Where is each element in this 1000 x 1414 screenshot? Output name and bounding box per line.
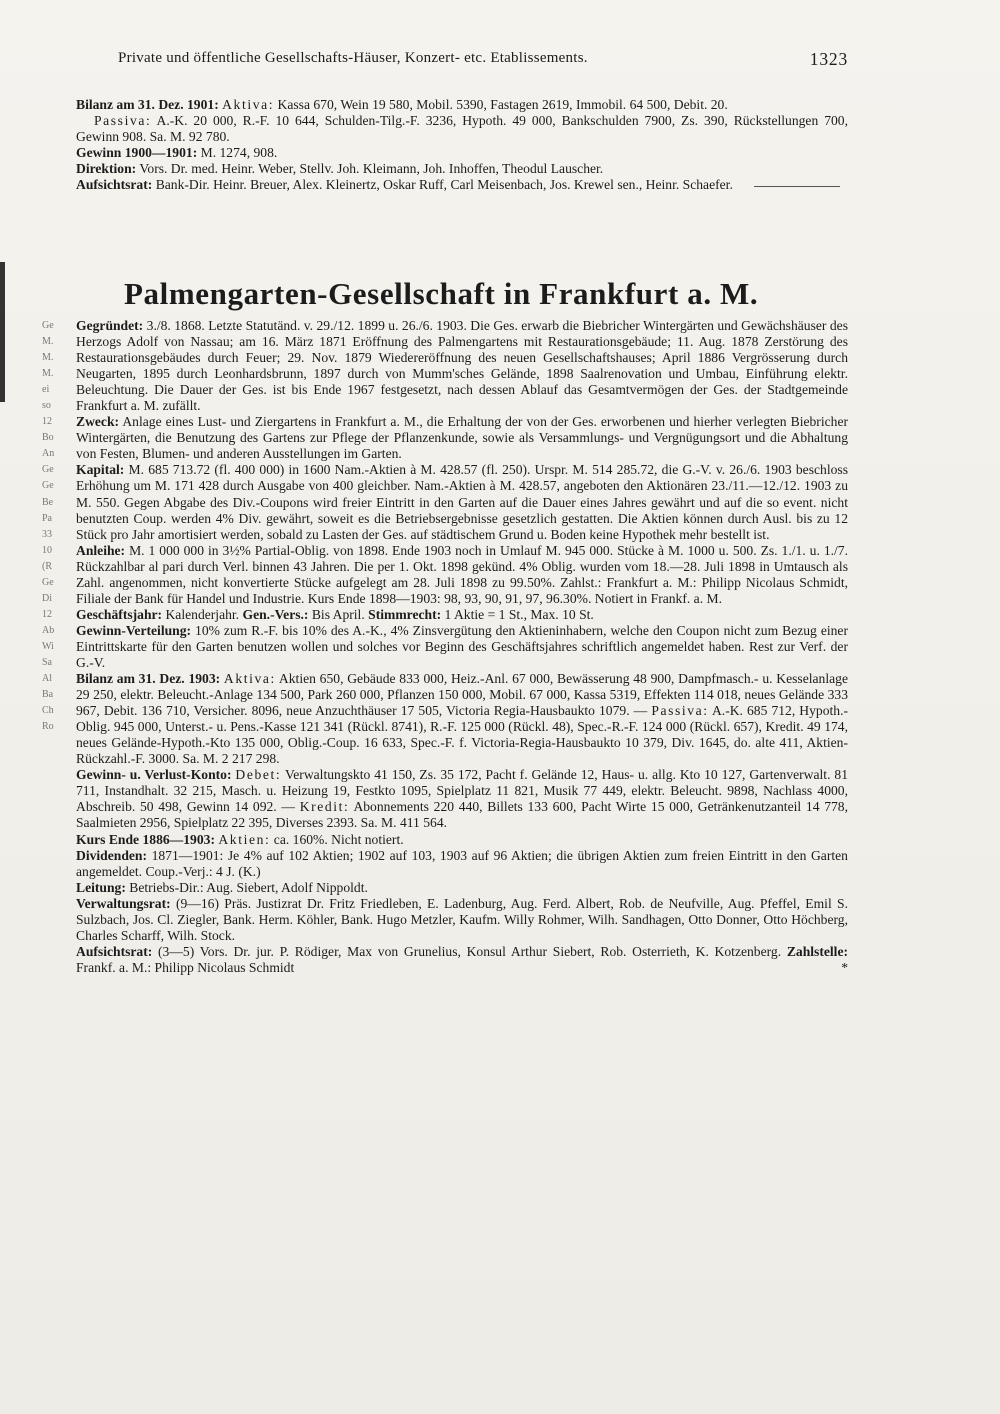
prev-aufsichtsrat: Aufsichtsrat: Bank-Dir. Heinr. Breuer, Alex. Kleinertz, Oskar Ruff, Carl Meisenbach, Jos. Krewel sen., Heinr. Schaefer. xyxy=(76,177,848,193)
margin-fragment: Be xyxy=(42,496,54,508)
previous-entry-tail xyxy=(76,97,848,193)
margin-fragment: Ab xyxy=(42,624,55,636)
margin-fragment: Ro xyxy=(42,721,54,733)
section-kurs: Kurs Ende 1886—1903: Aktien: ca. 160%. Nicht notiert. xyxy=(76,831,404,847)
margin-fragment: Pa xyxy=(42,512,52,524)
page-number: 1323 xyxy=(809,49,848,69)
prev-direktion: Direktion: Vors. Dr. med. Heinr. Weber, Stellv. Joh. Kleimann, Joh. Inhoffen, Theodul Lauscher. xyxy=(76,161,604,177)
margin-fragment: An xyxy=(42,448,55,460)
footnote-marker: * xyxy=(841,959,848,975)
section-verwaltungsrat: Verwaltungsrat: (9—16) Präs. Justizrat Dr. Fritz Friedleben, E. Ladenburg, Aug. Ferd. Albert, Rob. de Neufville, Aug. Pfeffel, Emil S. Sulzbach, Jos. Cl. Ziegler, Bank. Herm. Köhler, Bank. Hugo Metzler, Kaufm. Willy Rohmer, Wilh. Sandhagen, Otto Donner, Otto Höchberg, Charles Scharff, Wilh. Stock. xyxy=(76,895,848,943)
running-title: Private und öffentliche Gesellschafts-Häuser, Konzert- etc. Etablissements. xyxy=(118,50,588,66)
margin-fragment: Sa xyxy=(42,656,52,668)
section-anleihe: Anleihe: M. 1 000 000 in 3½% Partial-Oblig. von 1898. Ende 1903 noch in Umlauf M. 945 000. Stücke à M. 1000 u. 500. Zs. 1./1. u. 1./7. Rückzahlbar al pari durch Verl. binnen 43 Jahren. Die per 1. Okt. 1898 gekünd. 4% Oblig. wurden vom 18.—28. Juli 1898 in Umtausch als Zahl. angenommen, nicht konvertierte Stücke aufgelegt am 28. Juli 1898 zu 99.50%. Zahlst.: Frankfurt a. M.: Philipp Nicolaus Schmidt, Filiale der Bank für Handel und Industrie. Kurs Ende 1898—1903: 98, 93, 90, 91, 97, 96.30%. Notiert in Frankf. a. M. xyxy=(76,542,848,606)
margin-fragment: so xyxy=(42,400,51,412)
margin-fragment: 12 xyxy=(42,608,52,620)
section-gewinn-verteilung: Gewinn-Verteilung: 10% zum R.-F. bis 10% des A.-K., 4% Zinsvergütung den Aktieninhabern, welche den Coupon nicht zum Bezug einer Eintrittskarte für den Garten benutzen wollen und solches vor Beginn des Geschäftsjahres schriftlich angemeldet haben. Rest zur Verf. der G.-V. xyxy=(76,622,848,670)
section-gewinn-verlust: Gewinn- u. Verlust-Konto: Debet: Verwaltungskto 41 150, Zs. 35 172, Pacht f. Gelände 12, Haus- u. allg. Kto 10 127, Gartenverwalt. 81 711, Instandhalt. 32 215, Masch. u. Heizung 19, Festkto 1095, Spielplatz 11 821, Musik 77 449, elektr. Beleucht. 9898, Nachlass 4000, Abschreib. 50 498, Gewinn 14 092. — Kredit: Abonnements 220 440, Billets 133 600, Pacht Wirte 15 000, Getränkenutzanteil 14 778, Saalmieten 2956, Spielplatz 22 395, Diverses 2393. Sa. M. 411 564. xyxy=(76,767,849,831)
entry-title: Palmengarten-Gesellschaft in Frankfurt a. M. xyxy=(124,276,759,311)
margin-fragment: Ba xyxy=(42,689,54,701)
section-gegruendet: Gegründet: 3./8. 1868. Letzte Statutänd. v. 29./12. 1899 u. 26./6. 1903. Die Ges. erwarb die Biebricher Wintergärten und Gewächshäuser des Herzogs Adolf von Nassau; am 16. März 1871 Eröffnung des Palmengartens mit Restaurationsgebäude; 11. Aug. 1878 Zerstörung des Restaurationsgebäudes durch Feuer; 29. Nov. 1879 Wiedereröffnung des neuen Gesellschaftshauses; April 1886 Vergrösserung durch Neugarten, 1895 durch Leonhardsbrunn, 1897 durch von Mumm'sches Gelände, 1898 Saalrenovation und Umbau, Einführung elektr. Beleuchtung. Die Dauer der Ges. ist bis Ende 1967 festgesetzt, nach dessen Ablauf das Gesamtvermögen der Ges. der Stadtgemeinde Frankfurt a. M. zufällt. xyxy=(76,318,848,414)
margin-fragment: 12 xyxy=(42,416,52,428)
margin-fragment: Wi xyxy=(42,640,54,652)
margin-fragment: Bo xyxy=(42,432,54,444)
section-bilanz: Bilanz am 31. Dez. 1903: Aktiva: Aktien 650, Gebäude 833 000, Heiz.-Anl. 67 000, Bewässerung 48 900, Dampfmasch.- u. Kesselanlage 29 250, elektr. Beleucht.-Anlage 134 500, Park 260 000, Pflanzen 150 000, Mobil. 67 000, Kassa 5319, Effekten 114 018, neues Gelände 333 967, Debit. 136 710, Versicher. 8096, neue Anzuchthäuser 17 505, Victoria Regia-Hausbaukto 1079. — Passiva: A.-K. 685 712, Hypoth.-Oblig. 945 000, Unterst.- u. Pens.-Kasse 121 341 (Rückl. 8741), R.-F. 125 000 (Rückl. 48), Spec.-R.-F. 124 000 (Rückl. 657), Kredit. 49 174, neues Gelände-Hypoth.-Kto 135 000, Oblig.-Coup. 16 633, Spec.-F. f. Victoria-Regia-Hausbaukto 10 379, Div. 1645, do. alte 411, Aktien-Rückzahl.-F. 3000. Sa. M. 2 217 298. xyxy=(76,671,848,767)
margin-fragment: Al xyxy=(42,673,52,685)
section-leitung: Leitung: Betriebs-Dir.: Aug. Siebert, Adolf Nippoldt. xyxy=(76,879,368,895)
section-divider xyxy=(754,186,840,187)
margin-fragment: ei xyxy=(42,384,50,396)
margin-fragment: Ge xyxy=(42,320,54,331)
prev-passiva: Passiva: A.-K. 20 000, R.-F. 10 644, Schulden-Tilg.-F. 3236, Hypoth. 49 000, Bankschulden 7900, Zs. 390, Rückstellungen 700, Gewinn 908. Sa. M. 92 780. xyxy=(76,113,848,145)
prev-gewinn: Gewinn 1900—1901: M. 1274, 908. xyxy=(76,145,278,161)
margin-fragments xyxy=(42,318,76,735)
section-dividenden: Dividenden: 1871—1901: Je 4% auf 102 Aktien; 1902 auf 103, 1903 auf 96 Aktien; die übrigen Aktien zum freien Eintritt in den Garten angemeldet. Coup.-Verj.: 4 J. (K.) xyxy=(76,847,848,879)
margin-fragment: M. xyxy=(42,352,54,364)
binding-edge-mark xyxy=(0,262,5,402)
margin-fragment: 10 xyxy=(42,544,52,556)
entry-body xyxy=(76,318,848,976)
section-aufsichtsrat: Aufsichtsrat: (3—5) Vors. Dr. jur. P. Rödiger, Max von Grunelius, Konsul Arthur Siebert, Rob. Osterrieth, K. Kotzenberg. Zahlstelle: Frankf. a. M.: Philipp Nicolaus Schmidt * xyxy=(76,943,849,975)
prev-bilanz: Bilanz am 31. Dez. 1901: Aktiva: Kassa 670, Wein 19 580, Mobil. 5390, Fastagen 2619, Immobil. 64 500, Debit. 20. xyxy=(76,97,728,112)
margin-fragment: Di xyxy=(42,592,52,604)
margin-fragment: M. xyxy=(42,336,54,348)
running-header xyxy=(118,50,848,67)
margin-fragment: Ch xyxy=(42,705,54,717)
section-zweck: Zweck: Anlage eines Lust- und Ziergartens in Frankfurt a. M., die Erhaltung der von der Ges. erworbenen und hierher verlegten Biebricher Wintergärten, die Benutzung des Gartens zur Pflege der Pflanzenkunde, sowie als Versammlungs- und Vergnügungsort und die Abhaltung von Festen, Blumen- und anderen Ausstellungen im Garten. xyxy=(76,414,849,462)
section-kapital: Kapital: M. 685 713.72 (fl. 400 000) in 1600 Nam.-Aktien à M. 428.57 (fl. 250). Urspr. M. 514 285.72, die G.-V. v. 26./6. 1903 beschloss Erhöhung um M. 171 428 durch Ausgabe von 400 gleichber. Nam.-Aktien à M. 428.57, angeboten den Aktionären 23./11.—12./12. 1903 zu M. 550. Gegen Abgabe des Div.-Coupons wird freier Eintritt in den Garten auf die Dauer eines Jahres gewährt und auf die so event. nicht benutzten Coup. werden 4% Div. gewährt, soweit es die Betriebsergebnisse gesetzlich gestatten. Die Aktien können durch Ausl. bis zu 12 Stück pro Jahr amortisiert werden, sobald zu Lasten der Ges. auf städtischem Grund u. Boden keine Hypothek mehr bestellt ist. xyxy=(76,462,848,542)
margin-fragment: (R xyxy=(42,560,52,572)
section-geschaeftsjahr: Geschäftsjahr: Kalenderjahr. Gen.-Vers.: Bis April. Stimmrecht: 1 Aktie = 1 St., Max. 10 St. xyxy=(76,606,594,622)
margin-fragment: Ge xyxy=(42,576,54,588)
margin-fragment: Ge xyxy=(42,480,54,492)
margin-fragment: 33 xyxy=(42,528,52,540)
margin-fragment: Ge xyxy=(42,464,54,476)
margin-fragment: M. xyxy=(42,368,54,380)
